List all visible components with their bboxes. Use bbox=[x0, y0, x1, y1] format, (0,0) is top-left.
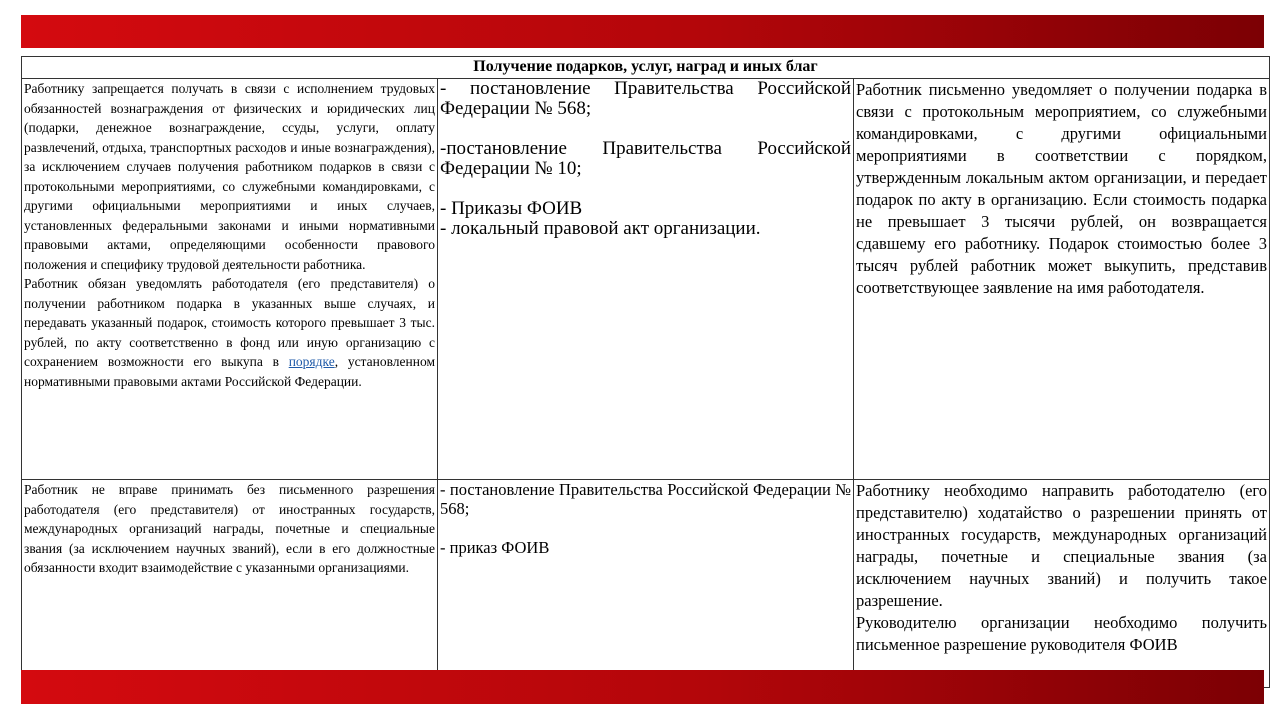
table-title: Получение подарков, услуг, наград и иных благ bbox=[22, 57, 1270, 79]
row2-col3-paragraph-1: Работнику необходимо направить работодателю (его представителю) ходатайство о разрешении принять от иностранных государств, международных организаций награды, почетные и специальные звания (за исключением научных званий) и получить такое разрешение. bbox=[856, 481, 1267, 610]
bottom-decorative-band bbox=[21, 670, 1264, 704]
row2-col3-paragraph-2: Руководителю организации необходимо получить письменное разрешение руководителя ФОИВ bbox=[856, 613, 1267, 654]
row2-basis-item-1: - постановление Правительства Российской Федерации № 568; bbox=[440, 480, 851, 518]
row1-procedure-cell bbox=[854, 79, 1270, 480]
row2-basis-item-2: - приказ ФОИВ bbox=[440, 538, 550, 557]
row1-prohibition-cell bbox=[22, 79, 438, 480]
row2-procedure-cell bbox=[854, 480, 1270, 688]
row1-col1-text-after-link: , установленном нормативными правовыми актами Российской Федерации. bbox=[24, 354, 435, 389]
table-header-row bbox=[22, 57, 1270, 79]
row1-basis-item-3: - Приказы ФОИВ bbox=[440, 198, 583, 219]
table-row bbox=[22, 480, 1270, 688]
row1-col1-paragraph-1: Работнику запрещается получать в связи с исполнением трудовых обязанностей вознаграждения от физических и юридических лиц (подарки, денежное вознаграждение, ссуды, услуги, оплату развлечений, отдыха, транспортных расходов и иные вознаграждения), за исключением случаев получения работником подарков в связи с протокольными мероприятиями, со служебными командировками, с другими официальными мероприятиями и иных случаев, установленных федеральными законами и иными нормативными правовыми актами, определяющими особенности правового положения и специфику трудовой деятельности работника. bbox=[24, 81, 435, 272]
row1-basis-item-4: - локальный правовой акт организации. bbox=[440, 218, 761, 239]
row2-legal-basis-cell bbox=[438, 480, 854, 688]
row1-col1-paragraph-2 bbox=[24, 274, 435, 391]
row2-prohibition-cell bbox=[22, 480, 438, 688]
top-decorative-band bbox=[21, 15, 1264, 48]
row1-col3-paragraph: Работник письменно уведомляет о получении подарка в связи с протокольным мероприятием, со служебными командировками, с другими официальными мероприятиями в соответствии с порядком, утвержденным локальным актом организации, и передает подарок по акту в организацию. Если стоимость подарка не превышает 3 тысячи рублей, он возвращается сдавшему его работнику. Подарок стоимостью более 3 тысяч рублей работник может выкупить, представив соответствующее заявление на имя работодателя. bbox=[856, 80, 1267, 297]
procedure-link[interactable]: порядке bbox=[288, 354, 335, 369]
row1-col1-text-before-link: Работник обязан уведомлять работодателя (его представителя) о получении работником подарка в указанных выше случаях, и передавать указанный подарок, стоимость которого превышает 3 тыс. рублей, по акту соответственно в фонд или иную организацию с сохранением возможности его выкупа в bbox=[24, 276, 435, 369]
row1-legal-basis-cell bbox=[438, 79, 854, 480]
table-row bbox=[22, 79, 1270, 480]
row2-col1-paragraph: Работник не вправе принимать без письменного разрешения работодателя (его представителя) от иностранных государств, международных организаций награды, почетные и специальные звания (за исключением научных званий), если в его должностные обязанности входит взаимодействие с указанными организациями. bbox=[24, 482, 435, 575]
row1-basis-item-2: -постановление Правительства Российской Федерации № 10; bbox=[440, 138, 851, 179]
gifts-rules-table bbox=[21, 56, 1270, 688]
row1-basis-item-1: - постановление Правительства Российской Федерации № 568; bbox=[440, 78, 851, 119]
